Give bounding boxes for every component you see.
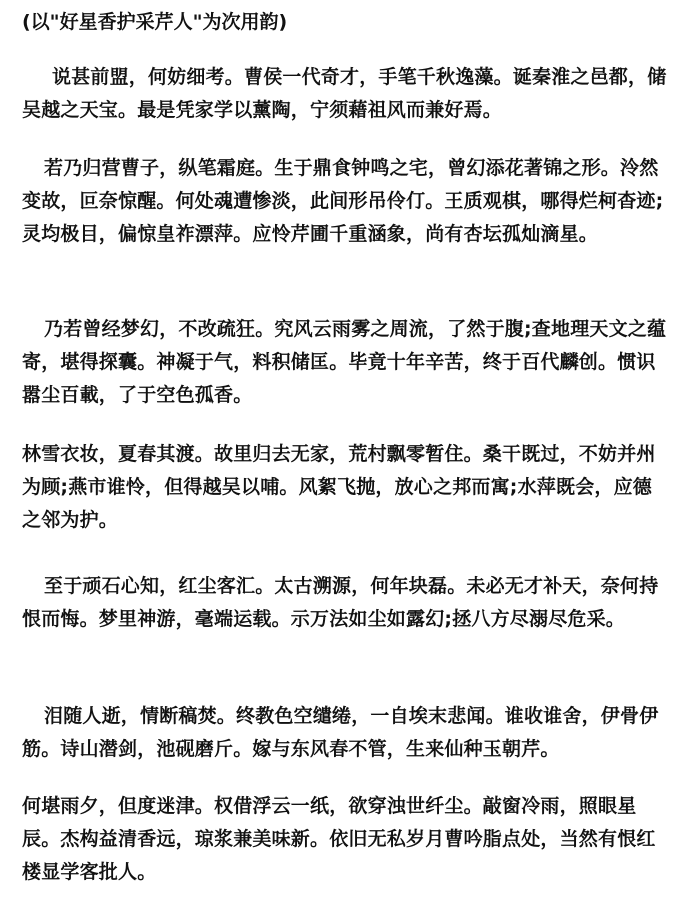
paragraph-2: 若乃归营曹子，纵笔霜庭。生于鼎食钟鸣之宅，曾幻添花著锦之形。泠然变故，叵奈惊醒。何处魂遭惨淡，此间形吊伶仃。王质观棋，哪得烂柯杳迹;灵均极目，偏惊皇祚漂萍。应怜芹圃千重涵象，尚有杏坛孤灿滴星。	[22, 157, 664, 245]
paragraph-7: 何堪雨夕，但度迷津。权借浮云一纸，欲穿浊世纤尘。敲窗冷雨，照眼星辰。杰构益清香远，琼浆兼美味新。依旧无私岁月曹吟脂点处，当然有恨红楼显学客批人。	[22, 795, 656, 883]
paragraph-3: 乃若曾经梦幻，不改疏狂。究风云雨雾之周流，了然于腹;查地理天文之蕴寄，堪得探囊。神凝于气，料积储匡。毕竟十年辛苦，终于百代麟创。惯识嚣尘百載，了于空色孤香。	[22, 318, 667, 406]
paragraph-4: 林雪衣妆，夏春其渡。故里归去无家，荒村飘零暂住。桑干既过，不妨并州为顾;燕市谁怜，但得越吴以哺。风絮飞抛，放心之邦而寓;水萍既会，应德之邻为护。	[22, 443, 656, 531]
paragraph-1: 说甚前盟，何妨细考。曹侯一代奇才，手笔千秋逸藻。诞秦淮之邑都，储吴越之天宝。最是凭家学以薰陶，宁须藉祖风而兼好焉。	[22, 66, 667, 121]
paragraph-6: 泪随人逝，情断稿焚。终教色空缱绻，一自埃末悲闻。谁收谁舍，伊骨伊筋。诗山潜剑，池砚磨斤。嫁与东风春不管，生来仙种玉朝芹。	[22, 705, 659, 760]
document-heading: (以"好星香护采芹人"为次用韵)	[22, 11, 288, 33]
paragraph-5: 至于顽石心知，红尘客汇。太古溯源，何年块磊。未必无才补天，奈何持恨而悔。梦里神游，毫端运载。示万法如尘如露幻;拯八方尽溺尽危采。	[22, 575, 659, 630]
